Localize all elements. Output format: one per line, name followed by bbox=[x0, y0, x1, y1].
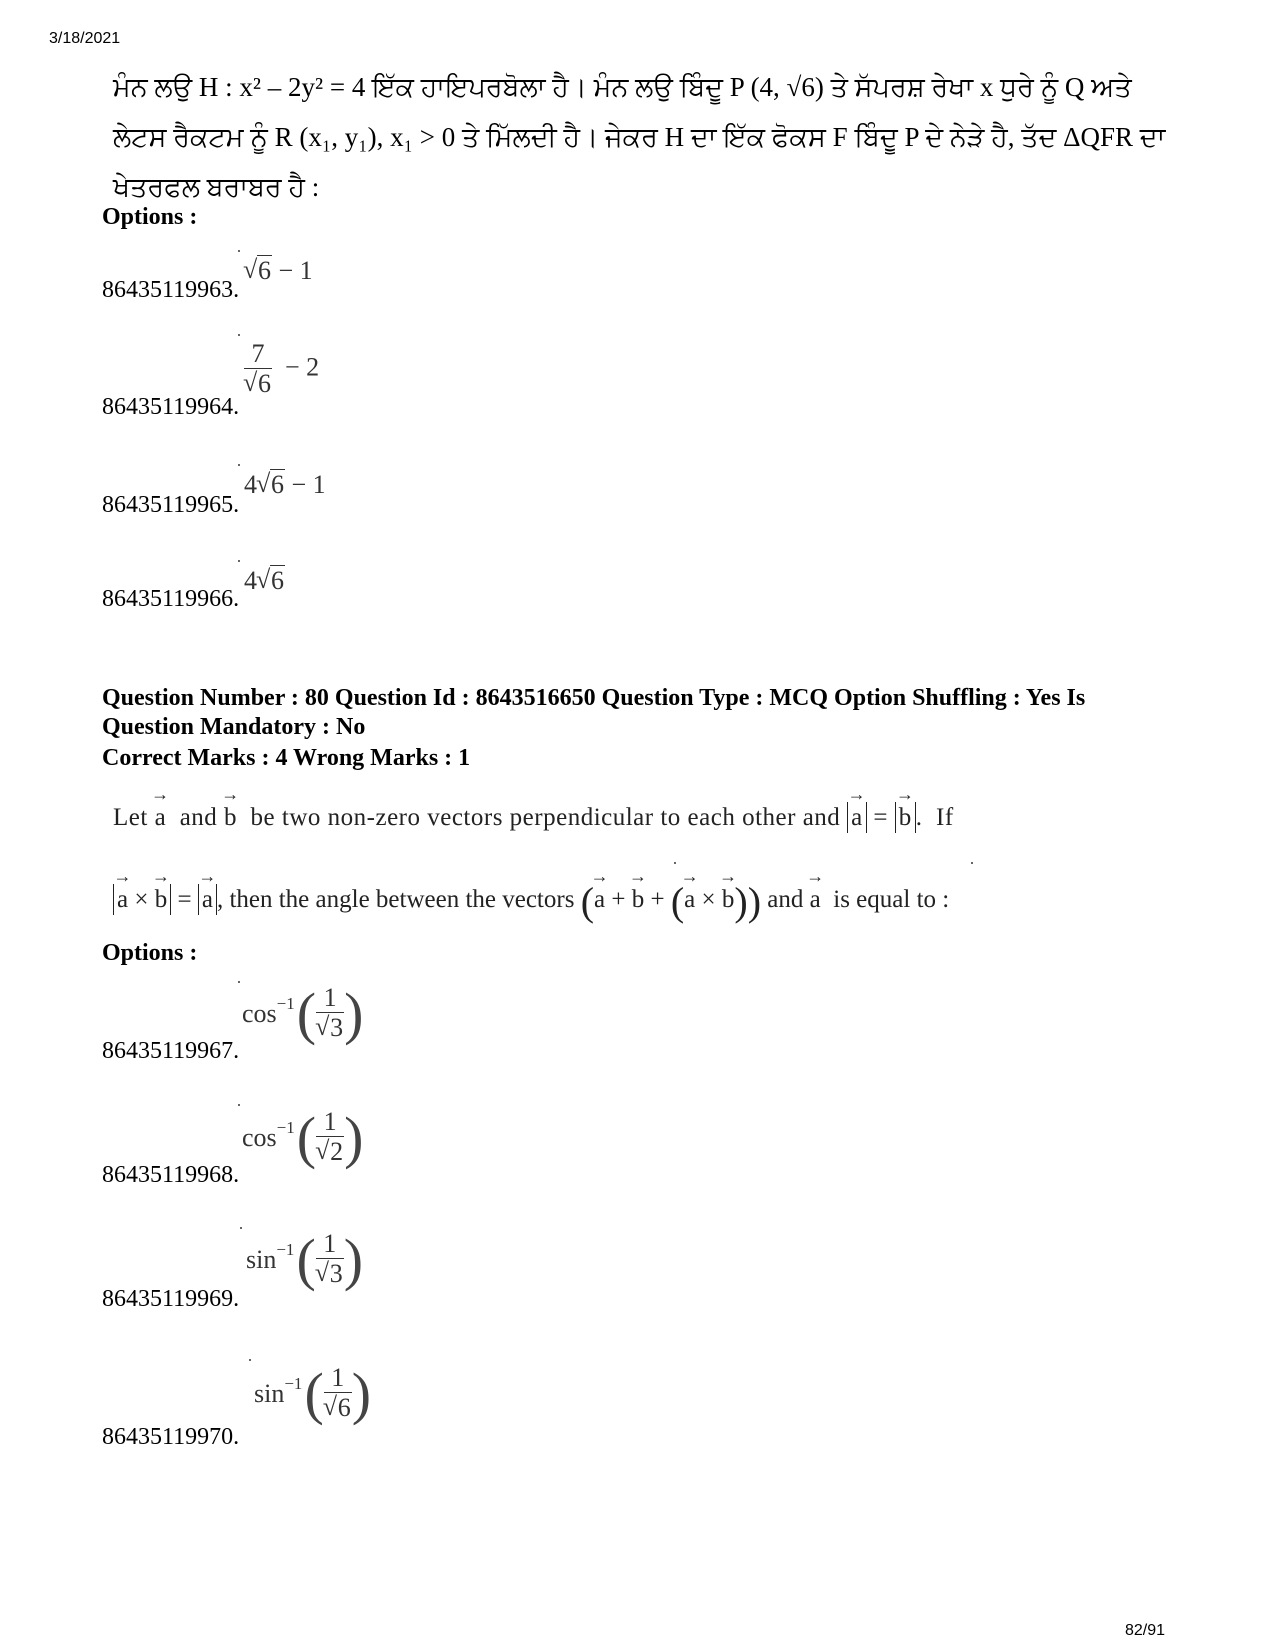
option-80-1-id: 86435119967. bbox=[102, 1038, 240, 1064]
option-79-3-id: 86435119965. bbox=[102, 492, 240, 518]
option-79-4-math: 4√ 6 bbox=[244, 566, 285, 596]
option-80-4-id: 86435119970. bbox=[102, 1424, 240, 1450]
question-79-options-label: Options : bbox=[102, 204, 198, 230]
option-80-1-math: cos −1 ( 1 √ 3 ) bbox=[242, 984, 363, 1043]
option-79-4-id: 86435119966. bbox=[102, 586, 240, 612]
option-80-3-id: 86435119969. bbox=[102, 1286, 240, 1312]
question-80-line-2: → a × → b = → a , then the angle between the vectors ( → a + → b + ( → a × → b)) and → a is equal to : bbox=[113, 866, 950, 924]
print-date: 3/18/2021 bbox=[49, 30, 121, 47]
option-79-2-math: 7 √ 6 − 2 bbox=[244, 340, 319, 399]
question-79-text bbox=[113, 62, 1193, 212]
option-79-1-id: 86435119963. bbox=[102, 277, 240, 303]
question-79-line-2: ਲੇਟਸ ਰੈਕਟਮ ਨੂੰ R (x₁, y₁), x₁ > 0 ਤੇ ਮਿੱਲਦੀ ਹੈ। ਜੇਕਰ H ਦਾ ਇੱਕ ਫੋਕਸ F ਬਿੰਦੂ P ਦੇ ਨੇੜੇ ਹੈ, ਤੱਦ ΔQFR ਦਾ bbox=[113, 122, 1166, 152]
question-79-line-1: ਮੰਨ ਲਉ H : x² – 2y² = 4 ਇੱਕ ਹਾਇਪਰਬੋਲਾ ਹੈ। ਮੰਨ ਲਉ ਬਿੰਦੂ P (4, √6) ਤੇ ਸੱਪਰਸ਼ ਰੇਖਾ x ਧੁਰੇ ਨੂੰ Q ਅਤੇ bbox=[113, 72, 1132, 102]
option-80-3-math: sin −1 ( 1 √ 3 ) bbox=[246, 1230, 363, 1289]
option-79-1-math: √ 6 − 1 bbox=[244, 256, 313, 286]
question-80-meta-line-1: Question Number : 80 Question Id : 8643516650 Question Type : MCQ Option Shuffling : Yes Is bbox=[102, 685, 1086, 711]
question-80-options-label: Options : bbox=[102, 940, 198, 966]
option-80-2-math: cos −1 ( 1 √ 2 ) bbox=[242, 1108, 363, 1167]
question-79-line-3: ਖੇਤਰਫਲ ਬਰਾਬਰ ਹੈ : bbox=[113, 172, 320, 202]
page-number: 82/91 bbox=[1124, 1622, 1165, 1639]
question-80-meta-line-2: Question Mandatory : No bbox=[102, 714, 366, 740]
option-79-3-math: 4√ 6 − 1 bbox=[244, 470, 326, 500]
question-80-line-1: Let → a and → b be two non-zero vectors perpendicular to each other and → a = → b . If bbox=[113, 784, 954, 831]
question-80-marks: Correct Marks : 4 Wrong Marks : 1 bbox=[102, 745, 471, 771]
option-80-4-math: sin −1 ( 1 √ 6 ) bbox=[254, 1364, 371, 1423]
option-79-2-id: 86435119964. bbox=[102, 394, 240, 420]
option-80-2-id: 86435119968. bbox=[102, 1162, 240, 1188]
question-80-meta bbox=[102, 684, 1182, 742]
